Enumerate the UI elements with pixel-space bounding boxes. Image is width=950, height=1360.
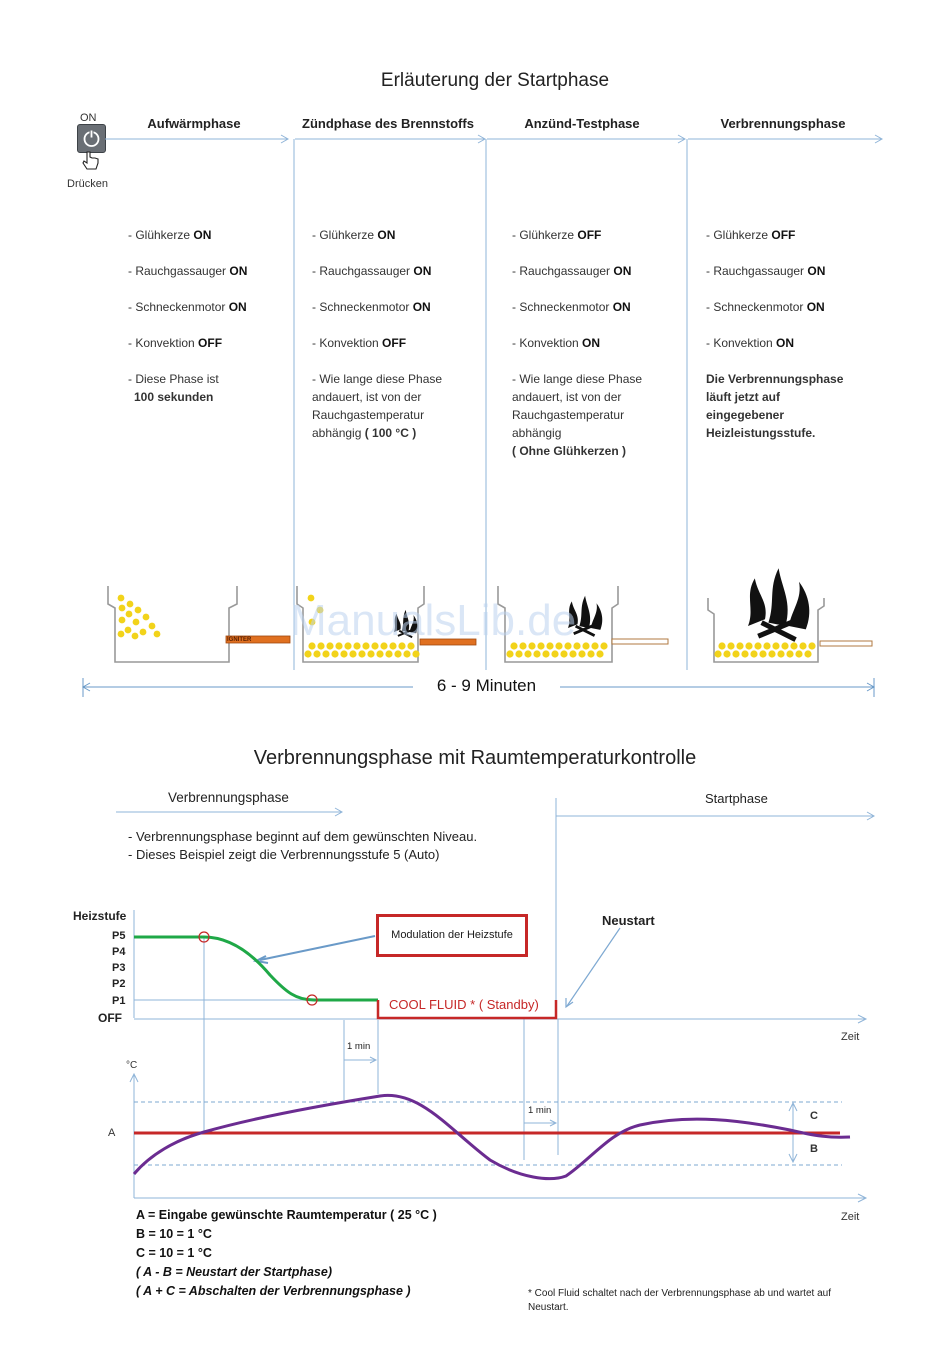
power-press-label: Drücken	[67, 178, 108, 190]
temp-mark-a: A	[108, 1127, 116, 1139]
power-on-label: ON	[80, 112, 97, 124]
pellet	[759, 650, 766, 657]
modulation-label: Modulation der Heizstufe	[391, 929, 513, 941]
phase-header-1: Aufwärmphase	[147, 116, 241, 131]
burn-pot-1	[108, 586, 290, 662]
phase1-item: - Konvektion OFF	[128, 336, 223, 350]
combustion-note: - Verbrennungsphase beginnt auf dem gewünschten Niveau.	[128, 829, 478, 844]
pellet	[714, 650, 721, 657]
pellet	[723, 650, 730, 657]
phase-column-1	[128, 226, 288, 406]
phase-header-3: Anzünd-Testphase	[524, 116, 640, 131]
pellet	[600, 642, 607, 649]
pellet	[394, 650, 401, 657]
pellet	[542, 650, 549, 657]
heat-level-label: P4	[112, 946, 126, 958]
phase3-note: - Wie lange diese Phase andauert, ist von der Rauchgastemperatur abhängig ( Ohne Glühkerzen )	[512, 372, 643, 458]
temp-unit-label: °C	[126, 1060, 138, 1071]
phase4-item: - Glühkerze OFF	[706, 228, 796, 242]
phase1-item: - Schneckenmotor ON	[128, 300, 247, 314]
watermark: ManualsLib.de	[290, 596, 577, 645]
pellet	[376, 650, 383, 657]
pellet	[790, 642, 797, 649]
pellet	[331, 650, 338, 657]
pellet	[754, 642, 761, 649]
phase-column-3	[512, 226, 682, 460]
phase2-note: - Wie lange diese Phase andauert, ist von der Rauchgastemperatur abhängig ( 100 °C )	[312, 372, 443, 440]
phase4-item: - Schneckenmotor ON	[706, 300, 825, 314]
one-min-label-2: 1 min	[528, 1105, 552, 1116]
pellet	[313, 650, 320, 657]
legend-line: B = 10 = 1 °C	[136, 1227, 212, 1241]
pellet	[808, 642, 815, 649]
phase4-item: - Konvektion ON	[706, 336, 795, 350]
pellet	[786, 650, 793, 657]
start-section-title: Erläuterung der Startphase	[380, 70, 610, 91]
combustion-left-phase: Verbrennungsphase	[168, 790, 289, 805]
phase2-item: - Schneckenmotor ON	[312, 300, 431, 314]
combustion-right-phase: Startphase	[705, 791, 768, 806]
heat-level-label: P3	[112, 962, 126, 974]
igniter-label: IGNITER	[227, 637, 252, 643]
pellet	[718, 642, 725, 649]
heat-level-label: OFF	[98, 1011, 122, 1025]
pellet	[582, 642, 589, 649]
pellet	[777, 650, 784, 657]
pellet	[349, 650, 356, 657]
pellet	[804, 650, 811, 657]
phase1-item: - Glühkerze ON	[128, 228, 212, 242]
startphase-duration: 6 - 9 Minuten	[436, 676, 537, 695]
pellet	[533, 650, 540, 657]
pellet	[763, 642, 770, 649]
pellet	[795, 650, 802, 657]
pellet	[745, 642, 752, 649]
combustion-diagram	[0, 770, 950, 1210]
phase2-item: - Rauchgassauger ON	[312, 264, 432, 278]
footnote: * Cool Fluid schaltet nach der Verbrennungsphase ab und wartet auf Neustart.	[528, 1288, 831, 1313]
pellet	[358, 650, 365, 657]
pellet	[412, 650, 419, 657]
pellet	[524, 650, 531, 657]
phase-column-2	[312, 226, 482, 442]
pellet	[736, 642, 743, 649]
phase-header-4: Verbrennungsphase	[720, 116, 846, 131]
time-label-lower: Zeit	[841, 1211, 860, 1223]
pellet	[727, 642, 734, 649]
pellet	[560, 650, 567, 657]
legend-line: C = 10 = 1 °C	[136, 1246, 212, 1260]
pellet	[799, 642, 806, 649]
pellet	[367, 650, 374, 657]
pellet	[781, 642, 788, 649]
pellet	[591, 642, 598, 649]
pellet	[304, 650, 311, 657]
phase-header-2: Zündphase des Brennstoffs	[302, 116, 474, 131]
pellet	[741, 650, 748, 657]
pellet	[506, 650, 513, 657]
heat-level-label: P1	[112, 995, 126, 1007]
combustion-section-title: Verbrennungsphase mit Raumtemperaturkontrolle	[253, 747, 697, 769]
time-label-upper: Zeit	[841, 1031, 860, 1043]
pellet	[768, 650, 775, 657]
pellet	[322, 650, 329, 657]
phase3-item: - Schneckenmotor ON	[512, 300, 631, 314]
legend-line: ( A + C = Abschalten der Verbrennungsphase )	[136, 1284, 411, 1298]
pellet	[732, 650, 739, 657]
pellet	[578, 650, 585, 657]
pellet	[515, 650, 522, 657]
heat-level-label: P5	[112, 930, 126, 942]
phase1-item: - Rauchgassauger ON	[128, 264, 248, 278]
phase2-item: - Glühkerze ON	[312, 228, 396, 242]
pellet	[596, 650, 603, 657]
phase2-item: - Konvektion OFF	[312, 336, 407, 350]
cool-fluid-label: COOL FLUID * ( Standby)	[389, 997, 539, 1012]
phase-column-4	[706, 226, 881, 442]
legend	[136, 1206, 437, 1301]
legend-line: A = Eingabe gewünschte Raumtemperatur ( 25 °C )	[136, 1208, 437, 1222]
pellet	[403, 650, 410, 657]
phase3-item: - Glühkerze OFF	[512, 228, 602, 242]
temp-mark-c: C	[810, 1110, 818, 1122]
legend-line: ( A - B = Neustart der Startphase)	[136, 1265, 332, 1279]
heat-axis-title: Heizstufe	[73, 909, 127, 923]
phase3-item: - Rauchgassauger ON	[512, 264, 632, 278]
pellet	[385, 650, 392, 657]
pellet	[750, 650, 757, 657]
pellet	[551, 650, 558, 657]
pellet	[569, 650, 576, 657]
neustart-label: Neustart	[602, 913, 655, 928]
phase3-item: - Konvektion ON	[512, 336, 601, 350]
phase4-item: - Rauchgassauger ON	[706, 264, 826, 278]
pellet	[587, 650, 594, 657]
phase1-note: - Diese Phase ist 100 sekunden	[128, 372, 219, 404]
one-min-label-1: 1 min	[347, 1041, 371, 1052]
pellet	[772, 642, 779, 649]
combustion-note: - Dieses Beispiel zeigt die Verbrennungsstufe 5 (Auto)	[128, 847, 440, 862]
phase4-note: Die Verbrennungsphase läuft jetzt auf eingegebener Heizleistungsstufe.	[706, 372, 844, 440]
heat-level-label: P2	[112, 978, 126, 990]
pellet	[340, 650, 347, 657]
temp-mark-b: B	[810, 1143, 818, 1155]
